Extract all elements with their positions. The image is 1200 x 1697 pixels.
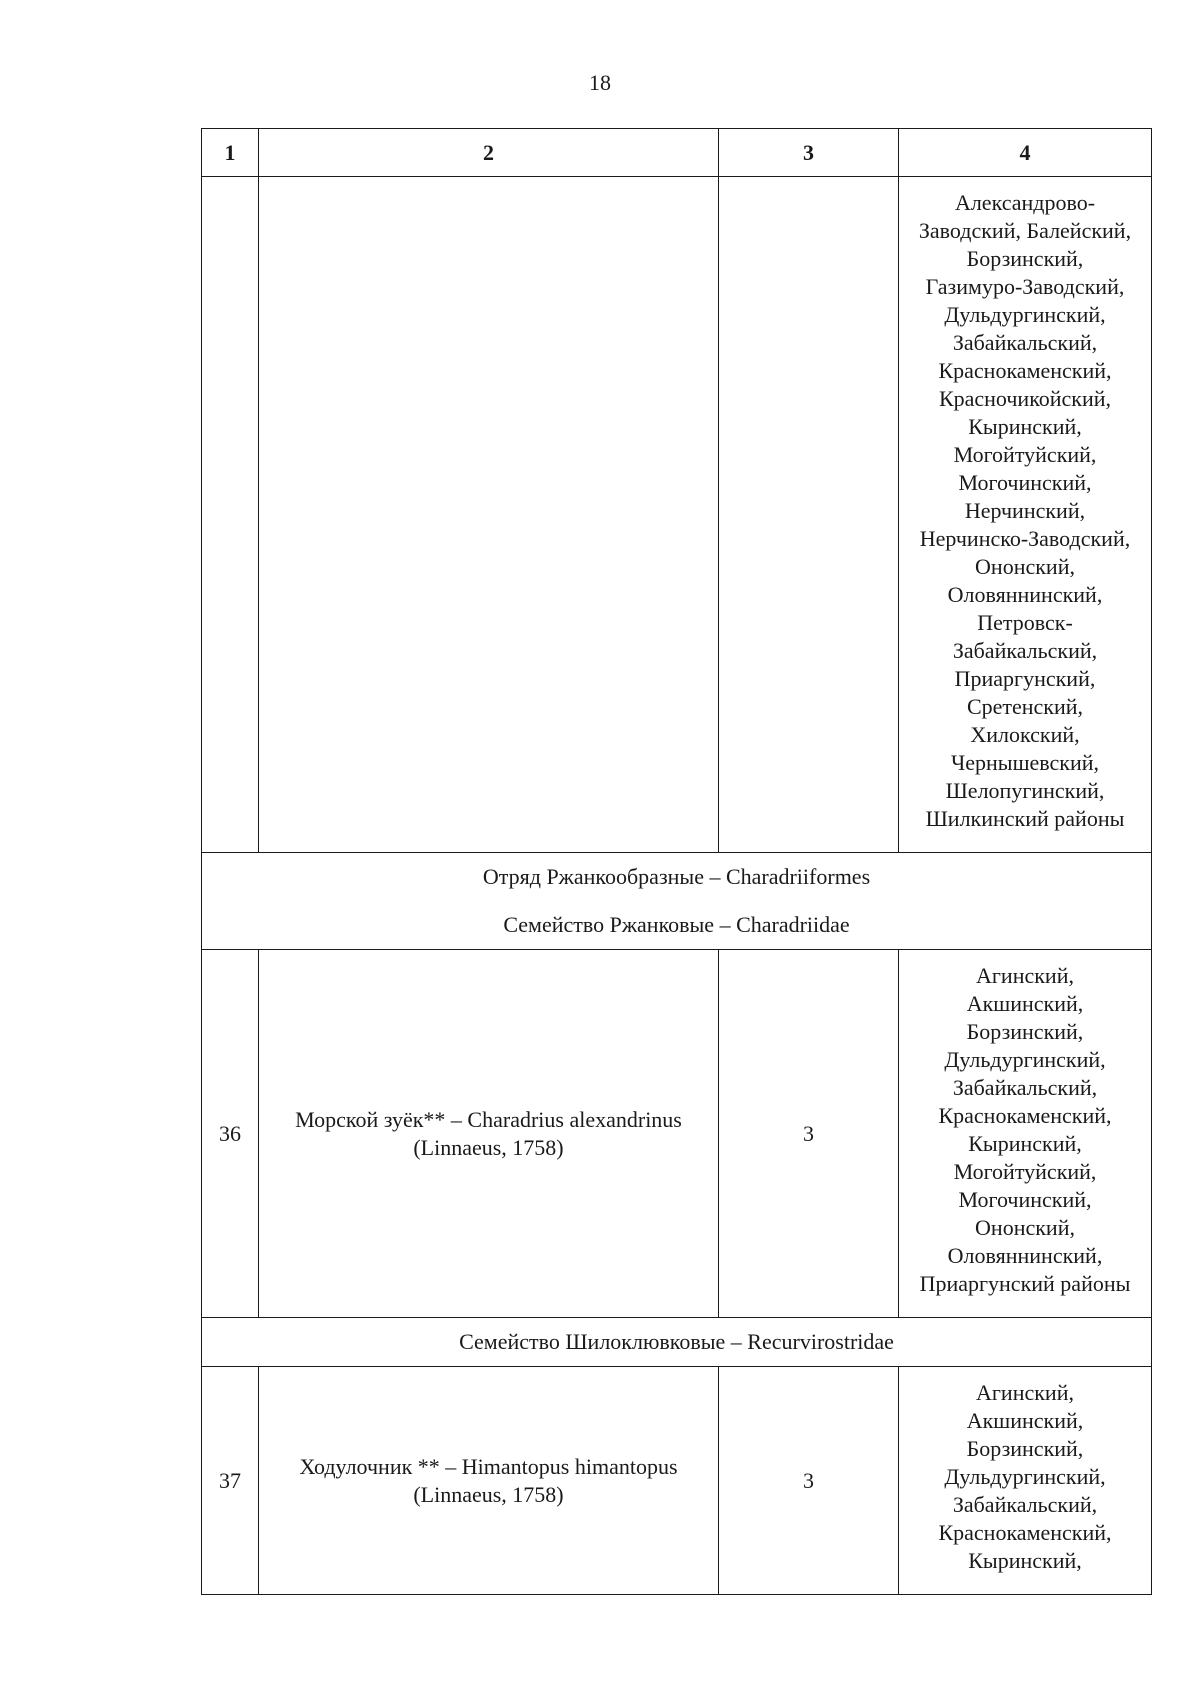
number-cell: 36 xyxy=(202,950,259,1318)
region-item: Дульдургинский, xyxy=(944,1047,1106,1072)
region-item: Хилокский, xyxy=(970,722,1080,747)
header-cell-4: 4 xyxy=(899,129,1152,177)
region-item: Акшинский, xyxy=(966,991,1084,1016)
region-item: Забайкальский, xyxy=(952,1492,1098,1517)
name-cell xyxy=(259,950,719,1318)
region-item: Приаргунский районы xyxy=(919,1271,1131,1296)
region-item: Нерчинский, xyxy=(964,498,1086,523)
order-title: Отряд Ржанкообразные – Charadriiformes xyxy=(482,864,871,889)
region-item: Борзинский, xyxy=(966,1436,1084,1461)
region-item: Сретенский, xyxy=(966,694,1084,719)
species-author: (Linnaeus, 1758) xyxy=(413,1481,564,1507)
region-item: Приаргунский, xyxy=(954,666,1096,691)
region-item: Краснокаменский, xyxy=(938,358,1112,383)
region-item: Краснокаменский, xyxy=(938,1520,1112,1545)
region-item: Агинский, xyxy=(976,963,1074,988)
name-cell xyxy=(259,1367,719,1595)
category-cell: 3 xyxy=(719,1367,899,1595)
region-item: Краснокаменский, xyxy=(938,1103,1112,1128)
region-item: Петровск- xyxy=(977,610,1073,635)
region-item: Забайкальский, xyxy=(952,1075,1098,1100)
order-section-row xyxy=(202,853,1152,950)
category-cell: 3 xyxy=(719,950,899,1318)
family-section-row xyxy=(202,1318,1152,1367)
header-cell-3: 3 xyxy=(719,129,899,177)
regions-cell xyxy=(899,1367,1152,1595)
region-item: Красночикойский, xyxy=(938,386,1112,411)
region-item: Забайкальский, xyxy=(952,330,1098,355)
family-title: Семейство Шилоклювковые – Recurvirostridae xyxy=(202,1318,1152,1367)
name-cell xyxy=(259,177,719,853)
region-item: Кыринский, xyxy=(968,414,1082,439)
header-cell-1: 1 xyxy=(202,129,259,177)
header-cell-2: 2 xyxy=(259,129,719,177)
region-item: Акшинский, xyxy=(966,1408,1084,1433)
species-author: (Linnaeus, 1758) xyxy=(413,1134,564,1160)
family-title: Семейство Ржанковые – Charadriidae xyxy=(503,912,850,937)
region-item: Заводский, Балейский, xyxy=(918,218,1132,243)
region-item: Шилкинский районы xyxy=(925,806,1125,831)
species-name: Ходулочник ** – Himantopus himantopus xyxy=(299,1453,678,1479)
region-item: Дульдургинский, xyxy=(944,1464,1106,1489)
region-item: Борзинский, xyxy=(966,246,1084,271)
region-item: Могойтуйский, xyxy=(953,442,1097,467)
table-row xyxy=(202,950,1152,1318)
region-item: Нерчинско-Заводский, xyxy=(919,526,1131,551)
region-item: Могочинский, xyxy=(958,1187,1092,1212)
region-item: Александрово- xyxy=(954,190,1096,215)
region-item: Оловяннинский, xyxy=(947,582,1103,607)
category-cell xyxy=(719,177,899,853)
region-item: Кыринский, xyxy=(968,1548,1082,1573)
region-item: Могойтуйский, xyxy=(953,1159,1097,1184)
species-table xyxy=(201,128,1152,1595)
region-item: Забайкальский, xyxy=(952,638,1098,663)
region-item: Ононский, xyxy=(975,554,1075,579)
number-cell xyxy=(202,177,259,853)
regions-cell xyxy=(899,177,1152,853)
region-item: Газимуро-Заводский, xyxy=(925,274,1125,299)
region-item: Оловяннинский, xyxy=(947,1243,1103,1268)
regions-cell xyxy=(899,950,1152,1318)
number-cell: 37 xyxy=(202,1367,259,1595)
species-name: Морской зуёк** – Charadrius alexandrinus xyxy=(295,1106,682,1132)
region-item: Могочинский, xyxy=(958,470,1092,495)
table-row-continuation xyxy=(202,177,1152,853)
region-item: Агинский, xyxy=(976,1380,1074,1405)
region-item: Кыринский, xyxy=(968,1131,1082,1156)
table-row xyxy=(202,1367,1152,1595)
page-number: 18 xyxy=(589,70,611,95)
region-item: Шелопугинский, xyxy=(945,778,1105,803)
region-item: Борзинский, xyxy=(966,1019,1084,1044)
table-header-row xyxy=(202,129,1152,177)
order-section-cell xyxy=(202,853,1152,950)
region-item: Дульдургинский, xyxy=(944,302,1106,327)
region-item: Чернышевский, xyxy=(950,750,1100,775)
region-item: Ононский, xyxy=(975,1215,1075,1240)
